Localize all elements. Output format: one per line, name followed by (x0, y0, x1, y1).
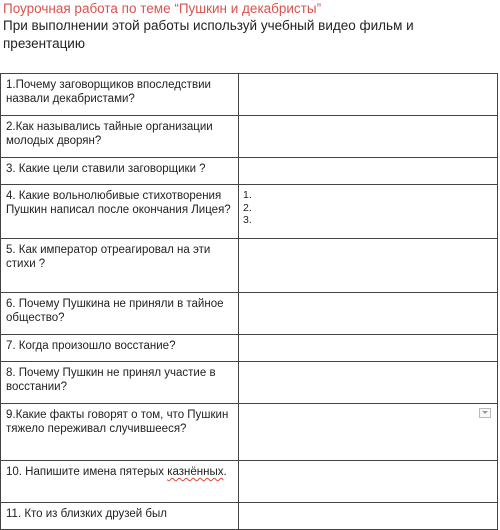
question-cell: 5. Как император отреагировал на эти стихи ? (1, 239, 239, 293)
answer-cell[interactable] (239, 74, 498, 116)
table-row (1, 404, 498, 461)
answer-cell[interactable] (239, 404, 498, 461)
list-item: 2. (243, 201, 252, 214)
question-cell: 1.Почему заговорщиков впоследствии назвали декабристами? (1, 74, 239, 116)
table-row (1, 158, 498, 185)
answer-cell[interactable] (239, 185, 498, 239)
answer-cell[interactable] (239, 158, 498, 185)
answer-cell[interactable] (239, 503, 498, 530)
table-row (1, 335, 498, 362)
answer-cell[interactable] (239, 239, 498, 293)
page-subtitle: При выполнении этой работы используй учебный видео фильм и презентацию (3, 18, 414, 51)
question-text-end: . (223, 466, 227, 478)
question-cell: 7. Когда произошло восстание? (1, 335, 239, 362)
questions-table (0, 73, 498, 530)
question-cell: 11. Кто из близких друзей был (1, 503, 239, 530)
table-row (1, 74, 498, 116)
question-cell: 2.Как назывались тайные организации молодых дворян? (1, 116, 239, 158)
question-cell: 9.Какие факты говорят о том, что Пушкин тяжело переживал случившееся? (1, 404, 239, 461)
answer-cell[interactable] (239, 293, 498, 335)
list-item: 3. (243, 214, 252, 226)
question-cell: 4. Какие вольнолюбивые стихотворения Пушкин написал после окончания Лицея? (1, 185, 239, 239)
page-title: Поурочная работа по теме “Пушкин и декабристы” (3, 1, 322, 16)
table-row (1, 461, 498, 503)
answer-cell[interactable] (239, 116, 498, 158)
table-row (1, 503, 498, 530)
table-row (1, 362, 498, 404)
question-cell: 6. Почему Пушкина не приняли в тайное общество? (1, 293, 239, 335)
spellcheck-word[interactable]: казнённых (167, 466, 224, 478)
answer-list (243, 189, 494, 227)
answer-cell[interactable] (239, 335, 498, 362)
list-item: 1. (243, 189, 252, 201)
table-row (1, 239, 498, 293)
answer-cell[interactable] (239, 362, 498, 404)
question-cell: 3. Какие цели ставили заговорщики ? (1, 158, 239, 185)
table-row (1, 185, 498, 239)
question-cell: 8. Почему Пушкин не принял участие в восстании? (1, 362, 239, 404)
table-row (1, 293, 498, 335)
table-row (1, 116, 498, 158)
question-cell (1, 461, 239, 503)
comment-dropdown-icon[interactable] (479, 408, 491, 418)
question-text: 10. Напишите имена пятерых (6, 466, 168, 478)
answer-cell[interactable] (239, 461, 498, 503)
